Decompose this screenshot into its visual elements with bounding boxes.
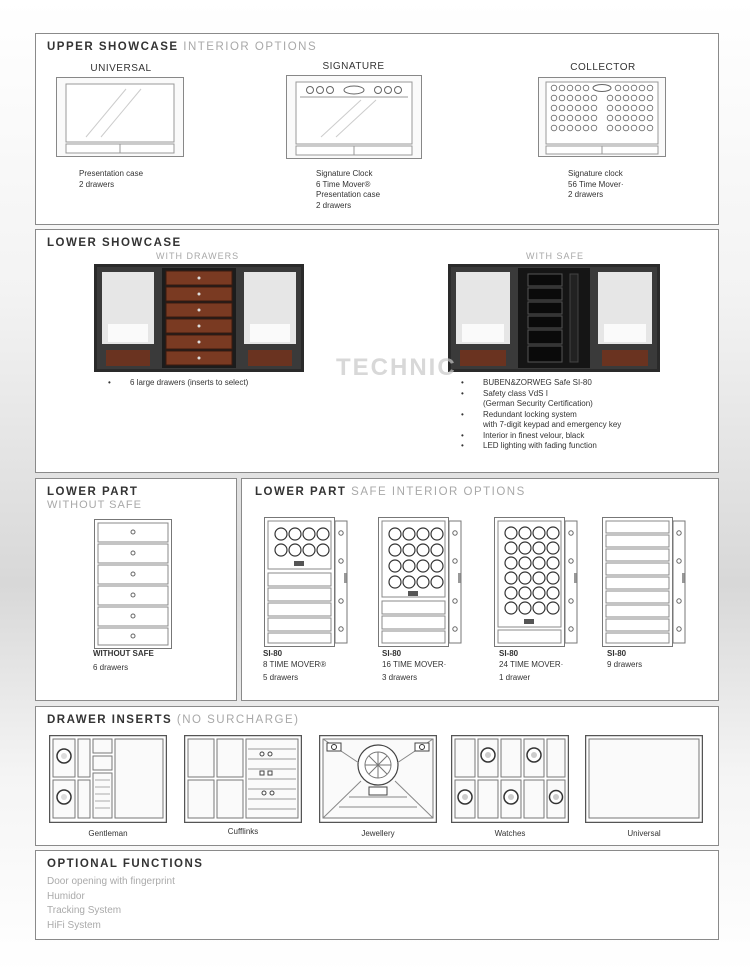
cufflinks-insert-drawing	[184, 735, 302, 823]
safe-option-caption: SI-80 24 TIME MOVER· 1 drawer	[499, 649, 564, 682]
jewellery-insert-drawing	[319, 735, 437, 823]
insert-caption: Watches	[494, 829, 526, 838]
safe-option-caption: SI-80 9 drawers	[607, 649, 643, 669]
upper-option-label: UNIVERSAL	[90, 63, 152, 74]
optional-item: Door opening with fingerprint	[47, 876, 175, 887]
optional-functions-panel	[35, 850, 719, 940]
upper-option-text: Presentation case 2 drawers	[79, 169, 144, 189]
safe-option-caption: SI-80 16 TIME MOVER· 3 drawers	[382, 649, 447, 682]
insert-caption: Universal	[627, 829, 661, 838]
upper-option-text: Signature clock 56 Time Mover· 2 drawers	[568, 169, 624, 199]
with-drawers-label: WITH DRAWERS	[156, 251, 240, 261]
lower-part-panel	[35, 478, 237, 701]
lower-showcase-panel	[35, 229, 719, 473]
with-drawers-features: • 6 large drawers (inserts to select)	[108, 378, 248, 389]
insert-caption: Jewellery	[361, 829, 395, 838]
safe-option-8tm-drawing	[264, 517, 348, 647]
optional-item: Tracking System	[47, 905, 122, 916]
upper-showcase-panel	[35, 33, 719, 225]
lower-part-caption: WITHOUT SAFE 6 drawers	[93, 649, 154, 672]
with-safe-features: • BUBEN&ZORWEG Safe SI-80 • Safety class VdS I (German Security Certification) • Redundant locking system with 7-digit keypad and emergency key • Interior in finest velour, black • LED lighting with fading function	[461, 378, 621, 452]
optional-item: Humidor	[47, 890, 85, 902]
gentleman-insert-drawing	[49, 735, 167, 823]
lower-part-subtitle: WITHOUT SAFE	[47, 499, 142, 511]
upper-option-label: COLLECTOR	[570, 62, 636, 73]
safe-option-9drawers-drawing	[602, 517, 686, 647]
optional-functions-list	[47, 875, 175, 933]
with-safe-label: WITH SAFE	[526, 251, 584, 261]
safe-option-24tm-drawing	[494, 517, 578, 647]
lower-part-title: LOWER PART	[47, 486, 139, 498]
insert-caption: Cufflinks	[227, 827, 259, 836]
safe-interior-panel	[241, 478, 719, 701]
collector-case-drawing	[538, 77, 666, 157]
drawer-inserts-title: DRAWER INSERTS (NO SURCHARGE)	[47, 714, 300, 726]
drawer-inserts-panel	[35, 706, 719, 846]
optional-functions-title: OPTIONAL FUNCTIONS	[47, 858, 204, 870]
lower-part-drawing	[94, 519, 172, 649]
watches-insert-drawing	[451, 735, 569, 823]
watermark: TECHNIC	[336, 354, 457, 381]
safe-option-16tm-drawing	[378, 517, 462, 647]
safe-option-caption: SI-80 8 TIME MOVER® 5 drawers	[263, 649, 327, 682]
upper-option-label: SIGNATURE	[322, 61, 385, 72]
optional-item: HiFi System	[47, 919, 101, 931]
safe-interior-title: LOWER PART SAFE INTERIOR OPTIONS	[255, 486, 526, 498]
signature-case-drawing	[286, 75, 422, 159]
showcase-with-safe-image	[448, 264, 660, 372]
showcase-with-drawers-image	[94, 264, 304, 372]
universal-insert-drawing	[585, 735, 703, 823]
upper-showcase-title: UPPER SHOWCASE INTERIOR OPTIONS	[47, 41, 318, 53]
lower-showcase-title: LOWER SHOWCASE	[47, 237, 182, 249]
insert-caption: Gentleman	[88, 829, 128, 838]
universal-case-drawing	[56, 77, 184, 157]
upper-option-text: Signature Clock 6 Time Mover® Presentation case 2 drawers	[316, 169, 381, 210]
